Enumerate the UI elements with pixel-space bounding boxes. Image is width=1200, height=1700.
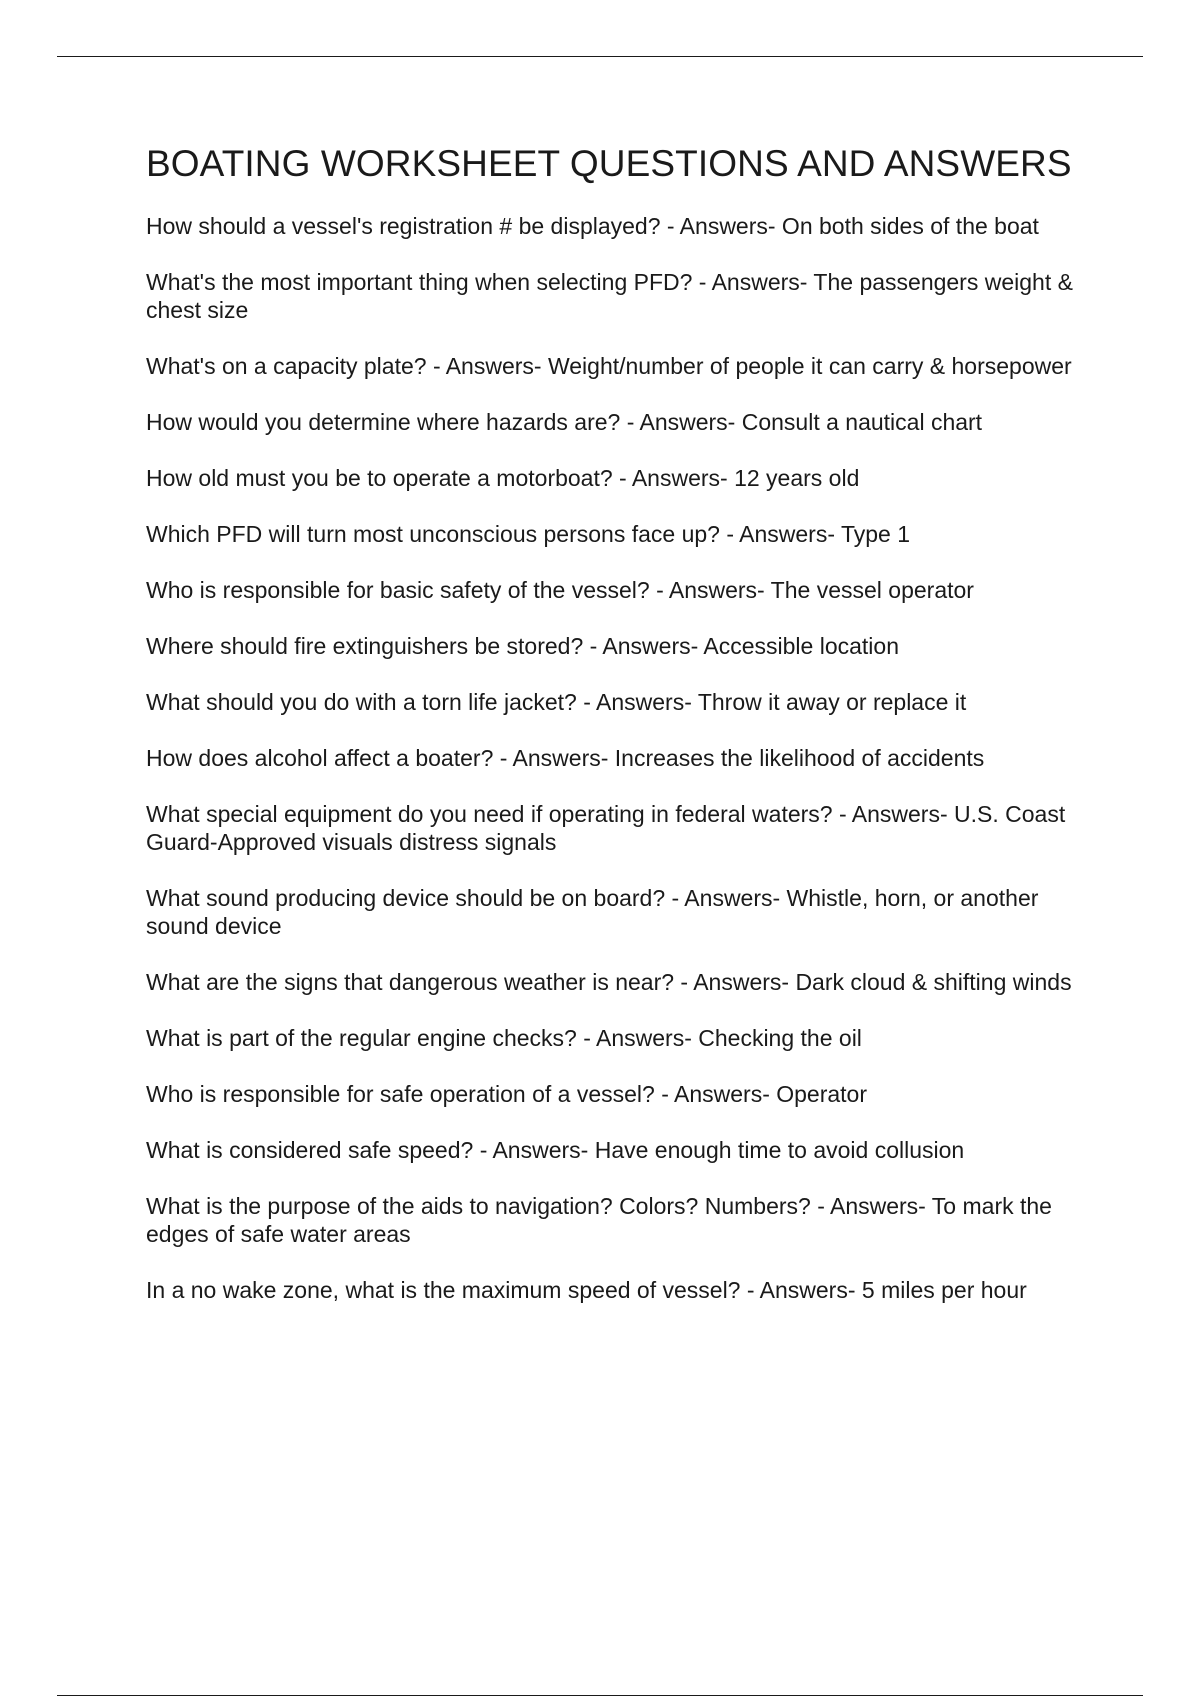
top-rule: [57, 56, 1143, 57]
qa-item: What should you do with a torn life jacket? - Answers- Throw it away or replace it: [146, 689, 967, 715]
qa-item: What is considered safe speed? - Answers- Have enough time to avoid collusion: [146, 1137, 965, 1163]
qa-list: [146, 212, 1096, 1304]
qa-item: What's the most important thing when selecting PFD? - Answers- The passengers weight & chest size: [146, 269, 1073, 323]
qa-item: Where should fire extinguishers be stored? - Answers- Accessible location: [146, 633, 899, 659]
qa-item: In a no wake zone, what is the maximum speed of vessel? - Answers- 5 miles per hour: [146, 1277, 1027, 1303]
document-body: [146, 138, 1096, 1332]
qa-item: What sound producing device should be on board? - Answers- Whistle, horn, or another sound device: [146, 885, 1039, 939]
qa-item: What is the purpose of the aids to navigation? Colors? Numbers? - Answers- To mark the edges of safe water areas: [146, 1193, 1052, 1247]
qa-item: What is part of the regular engine checks? - Answers- Checking the oil: [146, 1025, 862, 1051]
qa-item: What's on a capacity plate? - Answers- Weight/number of people it can carry & horsepower: [146, 353, 1072, 379]
qa-item: How does alcohol affect a boater? - Answers- Increases the likelihood of accidents: [146, 745, 985, 771]
qa-item: What are the signs that dangerous weather is near? - Answers- Dark cloud & shifting winds: [146, 969, 1072, 995]
qa-item: How old must you be to operate a motorboat? - Answers- 12 years old: [146, 465, 860, 491]
qa-item: How would you determine where hazards are? - Answers- Consult a nautical chart: [146, 409, 983, 435]
bottom-rule: [57, 1695, 1143, 1696]
qa-item: What special equipment do you need if operating in federal waters? - Answers- U.S. Coast Guard-Approved visuals distress signals: [146, 801, 1066, 855]
qa-item: Who is responsible for basic safety of the vessel? - Answers- The vessel operator: [146, 577, 974, 603]
page-title: BOATING WORKSHEET QUESTIONS AND ANSWERS: [146, 143, 1072, 184]
qa-item: How should a vessel's registration # be displayed? - Answers- On both sides of the boat: [146, 213, 1039, 239]
qa-item: Which PFD will turn most unconscious persons face up? - Answers- Type 1: [146, 521, 911, 547]
qa-item: Who is responsible for safe operation of a vessel? - Answers- Operator: [146, 1081, 868, 1107]
